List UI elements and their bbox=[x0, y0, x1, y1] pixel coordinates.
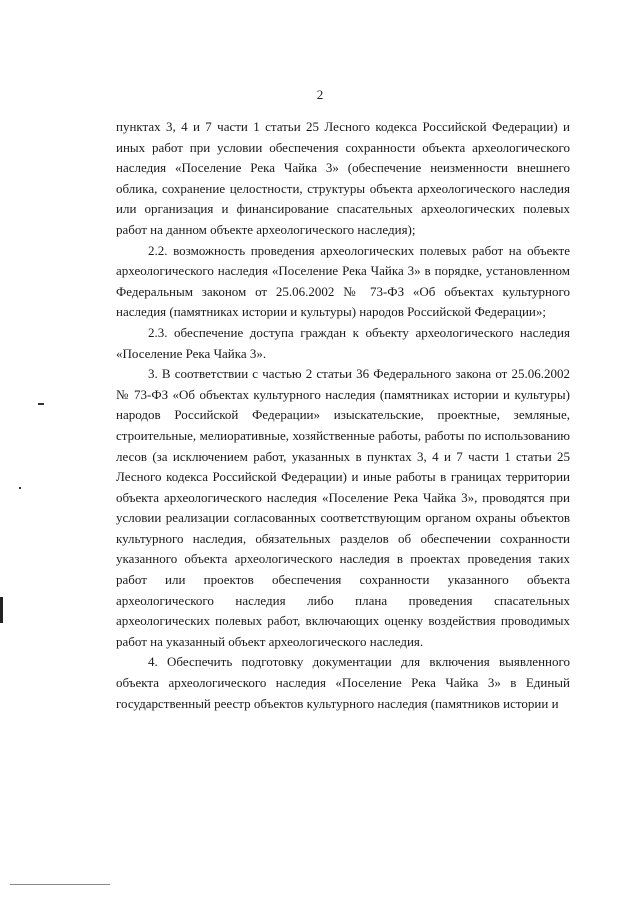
document-body bbox=[116, 117, 570, 714]
paragraph-clause-2-2: 2.2. возможность проведения археологических полевых работ на объекте археологического наследия «Поселение Река Чайка 3» в порядке, установленном Федеральным законом от 25.06.2002 № 73-ФЗ «Об объектах культурного наследия (памятниках истории и культуры) народов Российской Федерации»; bbox=[116, 242, 570, 320]
paragraph-clause-4: 4. Обеспечить подготовку документации для включения выявленного объекта археологического наследия «Поселение Река Чайка 3» в Единый государственный реестр объектов культурного наследия (памятников истории и bbox=[116, 654, 570, 711]
paragraph-clause-2-3: 2.3. обеспечение доступа граждан к объекту археологического наследия «Поселение Река Чайка 3». bbox=[116, 324, 570, 361]
scan-mark-dot bbox=[19, 487, 21, 489]
footer-rule bbox=[10, 884, 110, 885]
paragraph-continuation: пунктах 3, 4 и 7 части 1 статьи 25 Лесного кодекса Российской Федерации) и иных работ при условии обеспечения сохранности объекта археологического наследия «Поселение Река Чайка 3» (обеспечение неизменности внешнего облика, сохранение целостности, структуры объекта археологического наследия или организация и финансирование спасательных археологических полевых работ на данном объекте археологического наследия); bbox=[116, 119, 570, 237]
scan-edge-bar bbox=[0, 597, 3, 623]
page-number: 2 bbox=[316, 87, 324, 102]
scan-mark-dash bbox=[38, 403, 44, 405]
paragraph-clause-3: 3. В соответствии с частью 2 статьи 36 Федерального закона от 25.06.2002 № 73-ФЗ «Об объектах культурного наследия (памятниках истории и культуры) народов Российской Федерации» изыскательские, проектные, земляные, строительные, мелиоративные, хозяйственные работы, работы по использованию лесов (за исключением работ, указанных в пунктах 3, 4 и 7 части 1 статьи 25 Лесного кодекса Российской Федерации) и иные работы в границах территории объекта археологического наследия «Поселение Река Чайка 3», проводятся при условии реализации согласованных соответствующим органом охраны объектов культурного наследия, обязательных разделов об обеспечении сохранности указанного объекта археологического наследия в проектах проведения таких работ или проектов обеспечения сохранности указанного объекта археологического наследия либо плана проведения спасательных археологических полевых работ, включающих оценку воздействия проводимых работ на указанный объект археологического наследия. bbox=[116, 366, 570, 649]
